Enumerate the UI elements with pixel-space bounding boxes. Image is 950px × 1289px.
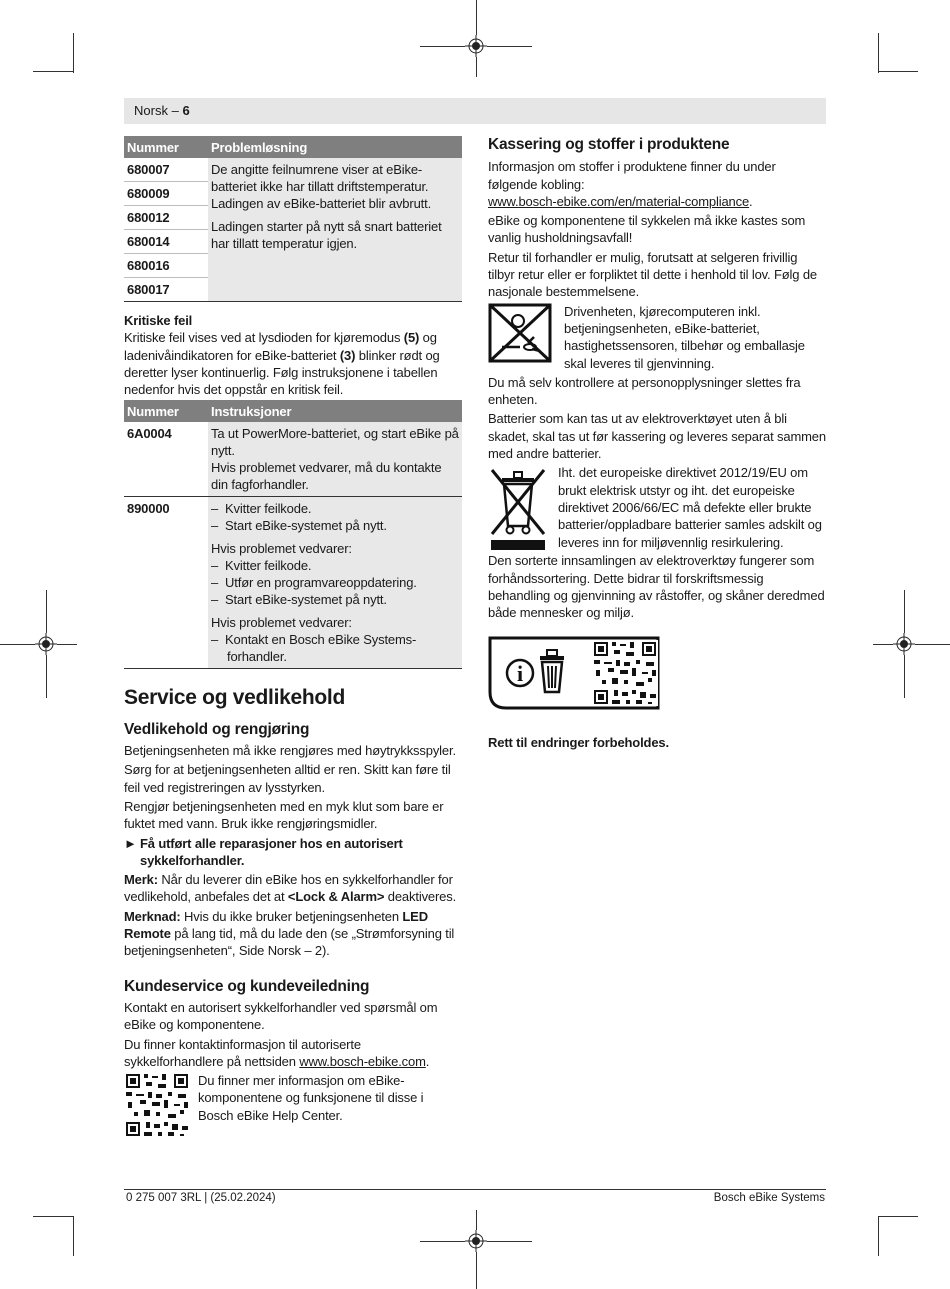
website-link[interactable]: www.bosch-ebike.com (299, 1053, 426, 1069)
crop-mark (33, 1216, 73, 1217)
list-item (211, 557, 459, 574)
maintenance-heading: Vedlikehold og rengjøring (124, 720, 310, 738)
crop-mark (915, 644, 950, 645)
critical-error-table (124, 400, 462, 669)
crop-mark (878, 33, 879, 73)
registration-mark-icon (893, 633, 915, 655)
arrow-icon: ► (124, 835, 137, 851)
help-center-block (124, 1072, 462, 1138)
list-item-text: Kontakt en Bosch eBike Systems-forhandler. (225, 632, 417, 665)
customer-service-heading: Kundeservice og kundeveiledning (124, 977, 370, 995)
instruction-text: Ta ut PowerMore-batteriet, og start eBike på nytt. (211, 426, 459, 459)
crop-mark (904, 590, 905, 633)
text-run: . (749, 193, 753, 209)
recycle-block (488, 303, 826, 372)
text-run: Kritiske feil vises ved at lysdioden for kjøremodus (124, 330, 404, 346)
crop-mark (873, 644, 893, 645)
note-label: Merknad: (124, 908, 181, 924)
instruction-text: Hvis problemet vedvarer, må du kontakte din fagforhandler. (211, 460, 442, 493)
crop-mark (476, 57, 477, 77)
error-table-temperature (124, 136, 462, 302)
crop-mark (33, 71, 73, 72)
weee-text: Iht. det europeiske direktivet 2012/19/EU om brukt elektrisk utstyr og iht. det europeiske direktivet 2006/66/EC må defekte eller brukte batterier/oppladbare batterier samles adskilt og leveres inn for miljøvennlig resirkulering. (558, 465, 822, 550)
text-run: . (425, 1053, 430, 1069)
crop-mark (476, 1210, 477, 1230)
list-item (211, 631, 459, 665)
recycle-text: Drivenheten, kjørecomputeren inkl. betjeningsenheten, eBike-batteriet, hastighetssensoren, tilbehør og emballasje skal leveres til gjenvinning. (564, 303, 805, 371)
no-household-waste-icon (488, 303, 552, 363)
paragraph (488, 158, 826, 210)
page-header (124, 98, 826, 124)
crop-mark (420, 46, 465, 47)
instruction-cell (208, 497, 462, 669)
list-item-text: Utfør en programvareoppdatering. (225, 575, 417, 591)
critical-errors-text (124, 329, 462, 398)
dash: – (211, 632, 219, 648)
header-language: Norsk (134, 103, 168, 118)
text-run: deaktiveres. (384, 889, 457, 905)
text-run: og ladenivåindikatoren for eBike-batteriet (124, 330, 437, 363)
registration-mark-icon (35, 633, 57, 655)
disposal-heading: Kassering og stoffer i produktene (488, 136, 730, 153)
table-header-number: Nummer (124, 400, 208, 422)
crop-mark (487, 46, 532, 47)
crop-mark (487, 1241, 532, 1242)
registration-mark-icon (465, 35, 487, 57)
paragraph: Retur til forhandler er mulig, forutsatt at selgeren frivillig tilbyr retur eller er forpliktet til dette i henhold til lov. Følg de nasjonale bestemmelsene. (488, 249, 817, 300)
weee-block (488, 464, 826, 552)
text-run: blinker rødt og deretter lyser kontinuerlig. Følg instruksjonene i tabellen nedenfor hvis det oppstår en kritisk feil. (124, 347, 440, 398)
crop-mark (904, 655, 905, 698)
table-solution-cell (208, 158, 462, 302)
crop-mark (878, 71, 918, 72)
solution-text-2: Ladingen starter på nytt så snart batteriet har tillatt temperatur igjen. (211, 219, 442, 251)
note-label: Merk: (124, 872, 158, 888)
crop-mark (46, 655, 47, 698)
qr-code-icon[interactable] (124, 1072, 190, 1138)
crop-mark (73, 1216, 74, 1256)
solution-text-1: De angitte feilnumrene viser at eBike-batteriet ikke har tillatt driftstemperatur. Ladingen av eBike-batteriet blir avbrutt. (211, 162, 432, 211)
list-item-text: Kvitter feilkode. (225, 501, 312, 517)
dash: – (211, 558, 219, 574)
list-item (211, 517, 459, 534)
crop-mark (420, 1241, 465, 1242)
paragraph: Den sorterte innsamlingen av elektroverktøy fungerer som forhåndssortering. Dette bidrar til forskriftsmessig behandling og gjenvinning av råstoffer, og skåner deredmed både mennesker og miljø. (488, 553, 825, 621)
crop-mark (46, 590, 47, 633)
paragraph: Betjeningsenheten må ikke rengjøres med høytrykksspyler. (124, 743, 456, 759)
note (124, 871, 462, 906)
text-run: på lang tid, må du lade den (se „Strømforsyning til betjeningsenheten“, Side Norsk – 2). (124, 926, 455, 959)
paragraph: eBike og komponentene til sykkelen må ikke kastes som vanlig husholdningsavfall! (488, 213, 806, 246)
crop-mark (57, 644, 77, 645)
instruction-cell (208, 422, 462, 497)
dash: – (211, 501, 219, 517)
ref-number: (5) (403, 330, 420, 346)
paragraph: Rengjør betjeningsenheten med en myk klut som bare er fuktet med vann. Bruk ikke rengjøringsmidler. (124, 798, 444, 832)
critical-errors-heading: Kritiske feil (124, 313, 193, 328)
dash: – (211, 575, 219, 591)
crop-mark (878, 1216, 879, 1256)
text-bold: LED Remote (124, 908, 428, 942)
paragraph: Du må selv kontrollere at personopplysninger slettes fra enheten. (488, 374, 801, 408)
footer-divider (124, 1189, 826, 1190)
text-run: Når du leverer din eBike hos en sykkelforhandler for vedlikehold, anbefales det at (124, 872, 453, 905)
table-header-instructions: Instruksjoner (208, 400, 462, 422)
list-item (211, 574, 459, 591)
document-number: 0 275 007 3RL | (25.02.2024) (126, 1192, 276, 1204)
note (124, 908, 462, 960)
footer-brand: Bosch eBike Systems (713, 1192, 825, 1204)
reservation-note: Rett til endringer forbeholdes. (488, 734, 669, 750)
bullet-text: Få utført alle reparasjoner hos en autorisert sykkelforhandler. (140, 835, 403, 868)
info-disposal-qr-box (488, 636, 660, 710)
list-item (211, 591, 459, 608)
error-code: 890000 (124, 497, 208, 669)
error-code: 680012 (124, 206, 208, 230)
header-separator: – (171, 103, 179, 118)
error-code: 680016 (124, 254, 208, 278)
list-item-text: Start eBike-systemet på nytt. (225, 518, 387, 534)
text-run: Hvis du ikke bruker betjeningsenheten (180, 908, 403, 924)
table-header-solution: Problemløsning (208, 136, 462, 158)
list-item (211, 500, 459, 517)
paragraph: Kontakt en autorisert sykkelforhandler ved spørsmål om eBike og komponentene. (124, 999, 438, 1033)
help-center-text: Du finner mer informasjon om eBike-komponentene og funksjonene til disse i Bosch eBike Help Center. (198, 1073, 424, 1123)
ref-number: (3) (339, 347, 356, 363)
svg-text:i: i (517, 660, 523, 686)
right-column (488, 136, 826, 753)
qr-code-icon (592, 640, 658, 706)
list-item-text: Kvitter feilkode. (225, 558, 312, 574)
crop-mark (73, 33, 74, 73)
error-code: 6A0004 (124, 422, 208, 497)
instruction-text: Hvis problemet vedvarer: (211, 541, 352, 557)
list-item-text: Start eBike-systemet på nytt. (225, 592, 387, 608)
paragraph (124, 1036, 462, 1071)
crop-mark (878, 1216, 918, 1217)
table-header-number: Nummer (124, 136, 208, 158)
text-bold: <Lock & Alarm> (287, 889, 385, 905)
crossed-out-bin-icon (488, 464, 548, 552)
dash: – (211, 518, 219, 534)
crop-mark (476, 1252, 477, 1289)
crop-mark (476, 0, 477, 35)
paragraph: Batterier som kan tas ut av elektroverktøyet uten å bli skadet, skal tas ut før kassering og leveres separat sammen med andre batterier. (488, 411, 826, 462)
page-number: 6 (182, 103, 190, 118)
error-code: 680017 (124, 278, 208, 302)
instruction-text: Hvis problemet vedvarer: (211, 615, 352, 631)
error-code: 680007 (124, 158, 208, 182)
bullet-item (124, 835, 462, 870)
material-compliance-link[interactable]: www.bosch-ebike.com/en/material-compliance (488, 193, 750, 209)
text-run: Du finner kontaktinformasjon til autoriserte sykkelforhandlere på nettsiden (124, 1036, 361, 1069)
error-code: 680009 (124, 182, 208, 206)
text-run: Informasjon om stoffer i produktene finner du under følgende kobling: (488, 159, 776, 192)
section-title: Service og vedlikehold (124, 686, 345, 710)
registration-mark-icon (465, 1230, 487, 1252)
error-code: 680014 (124, 230, 208, 254)
paragraph: Sørg for at betjeningsenheten alltid er ren. Skitt kan føre til feil ved registreringen av lysstyrken. (124, 762, 451, 795)
crop-mark (0, 644, 35, 645)
dash: – (211, 592, 219, 608)
left-column (124, 136, 462, 1138)
